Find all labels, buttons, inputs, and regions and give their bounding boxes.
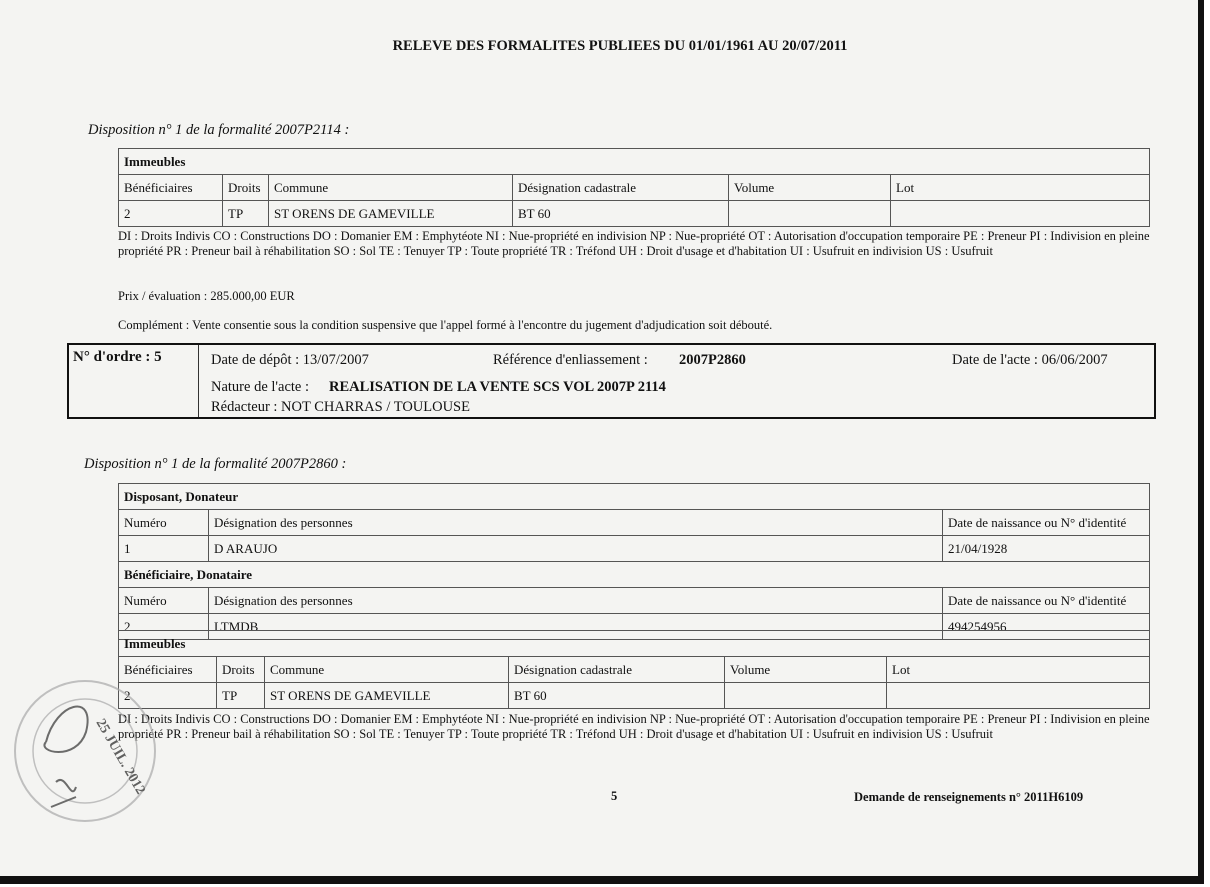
cell: 2	[119, 201, 223, 227]
column-header: Lot	[887, 657, 1150, 683]
disposition-heading: Disposition n° 1 de la formalité 2007P2860 :	[84, 456, 347, 472]
cell: 494254956	[943, 614, 1150, 640]
ordre-number: N° d'ordre : 5	[69, 345, 199, 417]
page-number: 5	[611, 789, 618, 803]
cell	[725, 683, 887, 709]
column-header: Numéro	[119, 588, 209, 614]
section-header: Immeubles	[119, 631, 1150, 657]
column-header: Volume	[725, 657, 887, 683]
table-row	[119, 536, 1150, 562]
reference: 2007P2860	[679, 352, 746, 368]
immeubles-table	[118, 148, 1150, 227]
cell: TP	[217, 683, 265, 709]
ordre-box	[67, 343, 1156, 419]
column-header: Droits	[223, 175, 269, 201]
column-header: Date de naissance ou N° d'identité	[943, 588, 1150, 614]
column-header: Désignation cadastrale	[509, 657, 725, 683]
disposant-table	[118, 483, 1150, 640]
column-header: Volume	[729, 175, 891, 201]
price: Prix / évaluation : 285.000,00 EUR	[118, 289, 295, 303]
cell	[891, 201, 1150, 227]
cell: 21/04/1928	[943, 536, 1150, 562]
rights-legend: DI : Droits Indivis CO : Constructions DO : Domanier EM : Emphytéote NI : Nue-propriété en indivision NP : Nue-propriété OT : Autorisation d'occupation temporaire PE : Preneur PI : Indivision en pleine propriété PR : Preneur bail à réhabilitation SO : Sol TE : Tenuyer TP : Toute propriété TR : Tréfond UH : Droit d'usage et d'habitation UI : Usufruit en indivision US : Usufruit	[118, 229, 1150, 258]
demande-reference: Demande de renseignements n° 2011H6109	[854, 790, 1084, 804]
disposition-heading: Disposition n° 1 de la formalité 2007P2114 :	[88, 122, 350, 138]
column-header: Lot	[891, 175, 1150, 201]
column-header: Bénéficiaires	[119, 657, 217, 683]
cell: ST ORENS DE GAMEVILLE	[269, 201, 513, 227]
section-header: Bénéficiaire, Donataire	[119, 562, 1150, 588]
cell	[729, 201, 891, 227]
column-header: Date de naissance ou N° d'identité	[943, 510, 1150, 536]
stamp-seal-icon	[16, 682, 154, 820]
complement: Complément : Vente consentie sous la condition suspensive que l'appel formé à l'encontre du jugement d'adjudication soit débouté.	[118, 318, 773, 332]
column-header: Commune	[269, 175, 513, 201]
cell: 2	[119, 614, 209, 640]
section-header: Immeubles	[119, 149, 1150, 175]
column-header: Désignation cadastrale	[513, 175, 729, 201]
column-header: Commune	[265, 657, 509, 683]
column-header: Désignation des personnes	[209, 510, 943, 536]
cell: ST ORENS DE GAMEVILLE	[265, 683, 509, 709]
cell: D ARAUJO	[209, 536, 943, 562]
date-depot: Date de dépôt : 13/07/2007	[211, 352, 369, 368]
table-row	[119, 683, 1150, 709]
cell: 1	[119, 536, 209, 562]
section-header: Disposant, Donateur	[119, 484, 1150, 510]
cell	[887, 683, 1150, 709]
cell: TP	[223, 201, 269, 227]
cell: 2	[119, 683, 217, 709]
page-title: RELEVE DES FORMALITES PUBLIEES DU 01/01/1961 AU 20/07/2011	[392, 38, 848, 54]
table-row	[119, 201, 1150, 227]
column-header: Bénéficiaires	[119, 175, 223, 201]
rights-legend: DI : Droits Indivis CO : Constructions DO : Domanier EM : Emphytéote NI : Nue-propriété en indivision NP : Nue-propriété OT : Autorisation d'occupation temporaire PE : Preneur PI : Indivision en pleine propriété PR : Preneur bail à réhabilitation SO : Sol TE : Tenuyer TP : Toute propriété TR : Tréfond UH : Droit d'usage et d'habitation UI : Usufruit en indivision US : Usufruit	[118, 712, 1150, 741]
svg-text:25 JUIL. 2012: 25 JUIL. 2012	[92, 716, 148, 798]
reference-label: Référence d'enliassement :	[493, 352, 648, 368]
column-header: Numéro	[119, 510, 209, 536]
nature-label: Nature de l'acte :	[211, 379, 310, 395]
court-stamp	[14, 680, 156, 822]
column-header: Désignation des personnes	[209, 588, 943, 614]
column-header: Droits	[217, 657, 265, 683]
cell: LTMDB	[209, 614, 943, 640]
immeubles-table	[118, 630, 1150, 709]
cell: BT 60	[513, 201, 729, 227]
nature: REALISATION DE LA VENTE SCS VOL 2007P 2114	[329, 379, 666, 395]
redacteur: Rédacteur : NOT CHARRAS / TOULOUSE	[211, 399, 470, 415]
cell: BT 60	[509, 683, 725, 709]
date-acte: Date de l'acte : 06/06/2007	[952, 352, 1108, 368]
